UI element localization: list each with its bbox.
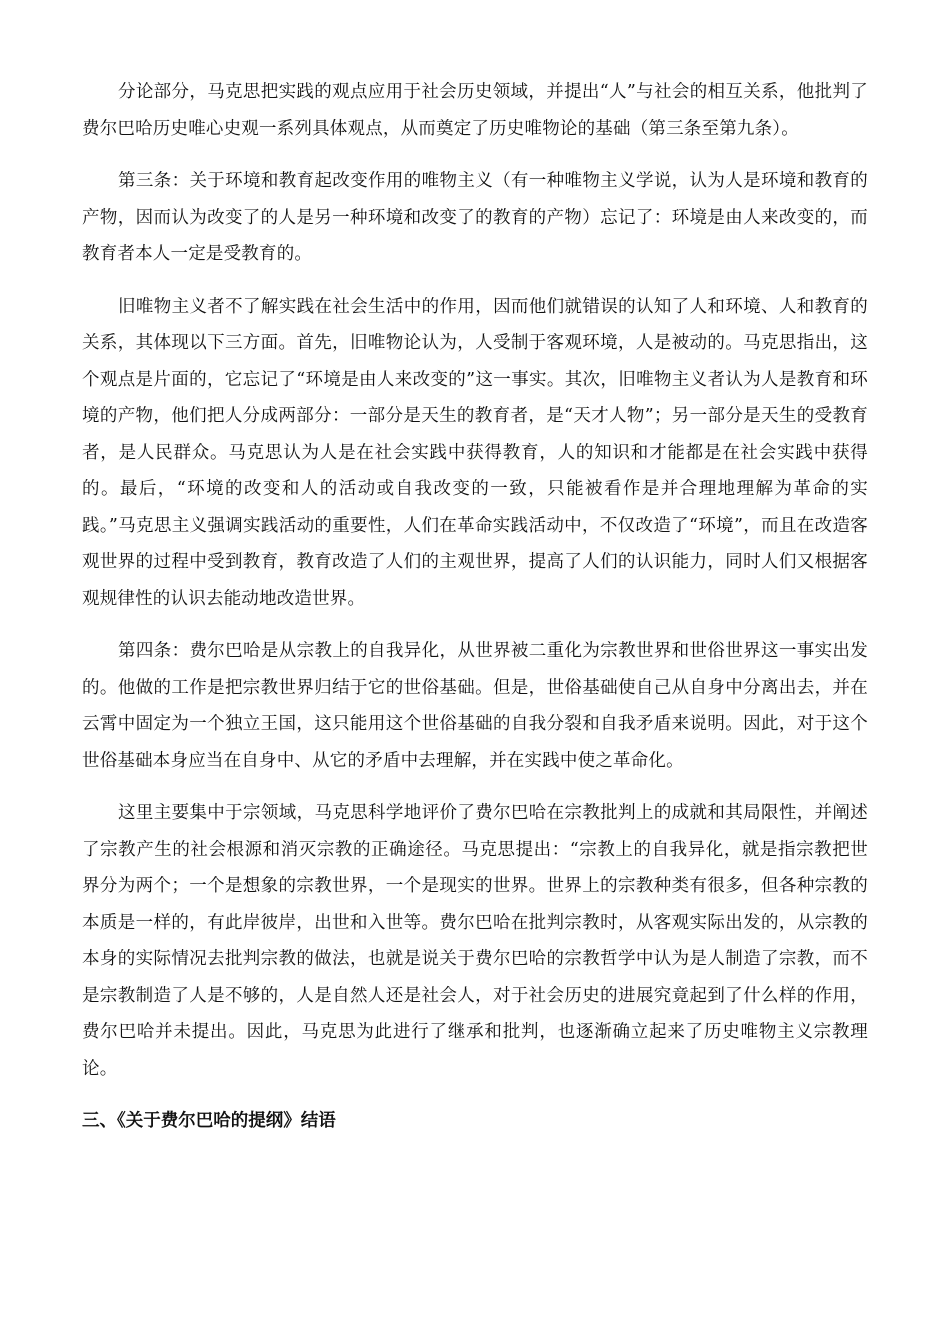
section-heading-conclusion: 三、《关于费尔巴哈的提纲》结语 [82, 1111, 336, 1131]
paragraph-article-four: 第四条：费尔巴哈是从宗教上的自我异化，从世界被二重化为宗教世界和世俗世界这一事实出发的。他做的工作是把宗教世界归结于它的世俗基础。但是，世俗基础使自己从自身中分离出去，并在云霄中固定为一个独立王国，这只能用这个世俗基础的自我分裂和自我矛盾来说明。因此，对于这个世俗基础本身应当在自身中、从它的矛盾中去理解，并在实践中使之革命化。 [82, 641, 868, 771]
document-page [82, 74, 868, 1139]
paragraph-religion-critique: 这里主要集中于宗领域，马克思科学地评价了费尔巴哈在宗教批判上的成就和其局限性，并阐述了宗教产生的社会根源和消灭宗教的正确途径。马克思提出：“宗教上的自我异化，就是指宗教把世界分为两个；一个是想象的宗教世界，一个是现实的世界。世界上的宗教种类有很多，但各种宗教的本质是一样的，有此岸彼岸，出世和入世等。费尔巴哈在批判宗教时，从客观实际出发的，从宗教的本身的实际情况去批判宗教的做法，也就是说关于费尔巴哈的宗教哲学中认为是人制造了宗教，而不是宗教制造了人是不够的，人是自然人还是社会人，对于社会历史的进展究竟起到了什么样的作用，费尔巴哈并未提出。因此，马克思为此进行了继承和批判，也逐渐确立起来了历史唯物主义宗教理论。 [82, 803, 868, 1079]
paragraph-section-overview: 分论部分，马克思把实践的观点应用于社会历史领域，并提出“人”与社会的相互关系，他批判了费尔巴哈历史唯心史观一系列具体观点，从而奠定了历史唯物论的基础（第三条至第九条）。 [82, 82, 868, 139]
paragraph-old-materialism: 旧唯物主义者不了解实践在社会生活中的作用，因而他们就错误的认知了人和环境、人和教育的关系，其体现以下三方面。首先，旧唯物论认为，人受制于客观环境，人是被动的。马克思指出，这个观点是片面的，它忘记了“环境是由人来改变的”这一事实。其次，旧唯物主义者认为人是教育和环境的产物，他们把人分成两部分：一部分是天生的教育者，是“天才人物”；另一部分是天生的受教育者，是人民群众。马克思认为人是在社会实践中获得教育，人的知识和才能都是在社会实践中获得的。最后，“环境的改变和人的活动或自我改变的一致，只能被看作是并合理地理解为革命的实践。”马克思主义强调实践活动的重要性，人们在革命实践活动中，不仅改造了“环境”，而且在改造客观世界的过程中受到教育，教育改造了人们的主观世界，提高了人们的认识能力，同时人们又根据客观规律性的认识去能动地改造世界。 [82, 296, 868, 609]
paragraph-article-three: 第三条：关于环境和教育起改变作用的唯物主义（有一种唯物主义学说，认为人是环境和教育的产物，因而认为改变了的人是另一种环境和改变了的教育的产物）忘记了：环境是由人来改变的，而教育者本人一定是受教育的。 [82, 171, 868, 264]
